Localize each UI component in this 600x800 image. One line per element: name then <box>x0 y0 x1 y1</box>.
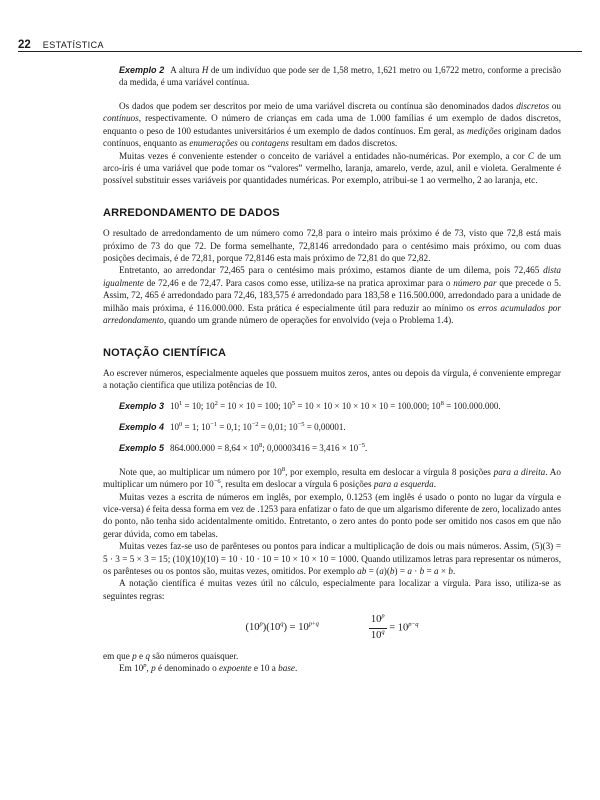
paragraph-multiplication-notation: Muitas vezes faz-se uso de parênteses ou pontos para indicar a multiplicação de dois ou mais números. Assim, (5)(3) = 5 · 3 = 5 × 3 = 15; (10)(10)(10) = 10 · 10 · 10 = 10 × 10 × 10 = 1000. Quando utilizamos letras para representar os números, os parênteses ou os pontos são, muitas vezes, omitidos. Por exemplo ab = (a)(b) = a · b = a × b. <box>103 541 561 576</box>
paragraph-english-decimal: Muitas vezes a escrita de números em inglês, por exemplo, 0.1253 (em inglês é usado o ponto no lugar da vírgula e vice-versa) é feita dessa forma em vez de .1253 para enfatizar o fato de que um algarismo diferente de zero, localizado antes do ponto, não tenha sido acidentalmente omitido. Entretanto, o zero antes do ponto pode ser omitido nos casos em que não gerar dúvida, como em tabelas. <box>103 491 561 539</box>
running-header <box>18 35 582 52</box>
paragraph-rounding-1: O resultado de arredondamento de um número como 72,8 para o inteiro mais próximo é de 73, visto que 72,8 está mais próximo de 73 do que 72. De forma semelhante, 72,8146 arredondado para o centésimo mais próximo, ou com duas posições decimais, é de 72,81, porque 72,8146 esta mais próximo de 72,81 do que 72,82. <box>103 228 561 264</box>
paragraph-non-numeric: Muitas vezes é conveniente estender o conceito de variável a entidades não-numéricas. Por exemplo, a cor C de um arco-íris é uma variável que pode tomar os “valores” vermelho, laranja, amarelo, verde, azul, anil e violeta. Geralmente é possível substituir esses variáveis por quantidades numéricas. Por exemplo, atribui-se 1 ao vermelho, 2 ao laranja, etc. <box>103 150 561 186</box>
example-5: Exemplo 5 $864.000.000 = 8,64 \times 10^8$; $0,00003416 = 3,416 \times 10^{-5}$. <box>119 441 368 453</box>
example-3: Exemplo 3 $10^1 = 10$; $10^2 = 10 \times 10 = 100$; $10^5 = 10 \times 10 \times 10 \times 10 \times 10 = 100.000$; $10^8 = 100.000.000$. <box>119 399 501 411</box>
page-body <box>103 64 561 675</box>
example-4: Exemplo 4 $10^0 = 1$; $10^{-1} = 0,1$; $10^{-2} = 0,01$; $10^{-5} = 0,00001$. <box>119 420 346 432</box>
example-2-label: Exemplo 2 <box>119 65 165 75</box>
paragraph-exponent-base: Em 10$^p$, p é denominado o expoente e 10 a base. <box>119 662 298 674</box>
paragraph-scientific-intro: Ao escrever números, especialmente aqueles que possuem muitos zeros, antes ou depois da vírgula, é conveniente empregar a notação científica que utiliza potências de 10. <box>103 367 561 391</box>
section-heading-rounding: ARREDONDAMENTO DE DADOS <box>103 206 280 219</box>
paragraph-rules-intro: A notação científica é muitas vezes útil no cálculo, especialmente para localizar a vírgula. Para isso, utiliza-se as seguintes regras: <box>103 578 561 601</box>
paragraph-discrete-continuous: Os dados que podem ser descritos por meio de uma variável discreta ou contínua são denominados dados discretos ou contínuos, respectivamente. O número de crianças em cada uma de 1.000 famílias é um exemplo de dados discretos, enquanto o peso de 100 estudantes universitários é um exemplo de dados contínuos. Em geral, as medições originam dados contínuos, enquanto as enumerações ou contagens resultam em dados discretos. <box>103 101 562 149</box>
example-4-label: Exemplo 4 <box>119 421 165 432</box>
paragraph-rounding-2: Entretanto, ao arredondar 72,465 para o centésimo mais próximo, estamos diante de um dilema, pois 72,465 dista igualmente de 72,46 e de 72,47. Para casos como esse, utiliza-se na pratica aproximar para o número par que precede o 5. Assim, 72, 465 é arredondado para 72,46, 183,575 é arredondado para 183,58 e 116.500.000, arredondado para a unidade de milhão mais próxima, é 116.000.000. Esta prática é especialmente útil para reduzir ao mínimo os erros acumulados por arredondamento, quando um grande número de operações for envolvido (veja o Problema 1.4). <box>103 265 561 326</box>
section-heading-scientific: NOTAÇÃO CIENTÍFICA <box>103 346 227 359</box>
page-number: 22 <box>18 39 31 51</box>
paragraph-powers-shift: Note que, ao multiplicar um número por $10^8$, por exemplo, resulta em deslocar a vírgula 8 posições para a direita. Ao multiplicar um número por $10^{-6}$, resulta em deslocar a vírgula 6 posições para a esquerda. <box>103 465 561 490</box>
example-5-label: Exemplo 5 <box>119 442 165 453</box>
paragraph-pq-any: em que p e q são números quaisquer. <box>103 651 239 661</box>
running-title: ESTATÍSTICA <box>42 40 104 50</box>
quotient-rule: $\frac{10^p}{10^q}$ = $10^{p-q}$ <box>370 612 419 641</box>
exponent-rules-formula <box>103 614 561 642</box>
example-3-label: Exemplo 3 <box>119 400 165 411</box>
product-rule: $(10^p)(10^q) = 10^{p+q}$ <box>245 620 319 633</box>
example-2: Exemplo 2 A altura H de um indivíduo que pode ser de 1,58 metro, 1,621 metro ou 1,6722 metro, conforme a precisão da medida, é uma variável contínua. <box>119 65 561 87</box>
